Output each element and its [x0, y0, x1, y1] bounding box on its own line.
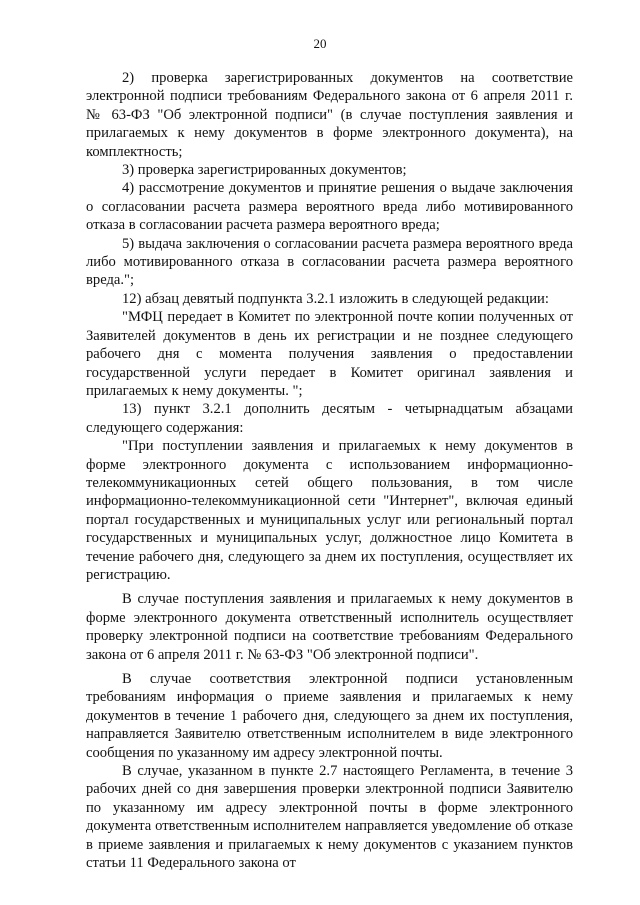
paragraph-quote-electronic-receipt: "При поступлении заявления и прилагаемых к нему документов в форме электронного документа с использованием информационно-телекоммуникационных сетей общего пользования, в том числе информационно-телекоммуникационной сети "Интернет", включая единый портал государственных и муниципальных услуг или региональный портал государственных и муниципальных услуг, должностное лицо Комитета в течение рабочего дня, следующего за днем их поступления, осуществляет их регистрацию. [86, 438, 573, 583]
paragraph-item-3: 3) проверка зарегистрированных документов; [122, 162, 407, 179]
paragraph-signature-check: В случае поступления заявления и прилагаемых к нему документов в форме электронного документа ответственный исполнитель осуществляет проверку электронной подписи на соответствие требованиям Федерального закона от 6 апреля 2011 г. № 63-ФЗ "Об электронной подписи". [86, 591, 573, 663]
paragraph-item-4: 4) рассмотрение документов и принятие решения о выдаче заключения о согласовании расчета размера вероятного вреда либо мотивированного отказа в согласовании расчета размера вероятного вреда; [86, 180, 573, 234]
paragraph-refusal-notice: В случае, указанном в пункте 2.7 настоящего Регламента, в течение 3 рабочих дней со дня завершения проверки электронной подписи Заявителю по указанному им адресу электронной почты в форме электронного документа ответственным исполнителем направляется уведомление об отказе в приеме заявления и прилагаемых к нему документов с указанием пунктов статьи 11 Федерального закона от [86, 763, 573, 872]
paragraph-item-2: 2) проверка зарегистрированных документов на соответствие электронной подписи требованиям Федерального закона от 6 апреля 2011 г. № 63-ФЗ "Об электронной подписи" (в случае поступления заявления и прилагаемых к нему документов в форме электронного документа), на комплектность; [86, 70, 573, 160]
paragraph-item-5: 5) выдача заключения о согласовании расчета размера вероятного вреда либо мотивированного отказа в согласовании расчета размера вероятного вреда."; [86, 235, 573, 289]
document-body [86, 69, 573, 872]
paragraph-quote-mfc: "МФЦ передает в Комитет по электронной почте копии полученных от Заявителей документов в день их регистрации и не позднее следующего рабочего дня с момента получения заявления о предоставлении государственной услуги передает в Комитет оригинал заявления и прилагаемых к нему документы. "; [86, 309, 573, 399]
paragraph-amendment-12: 12) абзац девятый подпункта 3.2.1 изложить в следующей редакции: [122, 290, 549, 307]
page-number: 20 [313, 36, 327, 51]
paragraph-signature-valid: В случае соответствия электронной подписи установленным требованиям информация о приеме заявления и прилагаемых к нему документов в течение 1 рабочего дня, следующего за днем их поступления, направляется Заявителю ответственным исполнителем в виде электронного сообщения по указанному им адресу электронной почты. [86, 671, 573, 761]
paragraph-amendment-13: 13) пункт 3.2.1 дополнить десятым - четырнадцатым абзацами следующего содержания: [86, 401, 573, 436]
